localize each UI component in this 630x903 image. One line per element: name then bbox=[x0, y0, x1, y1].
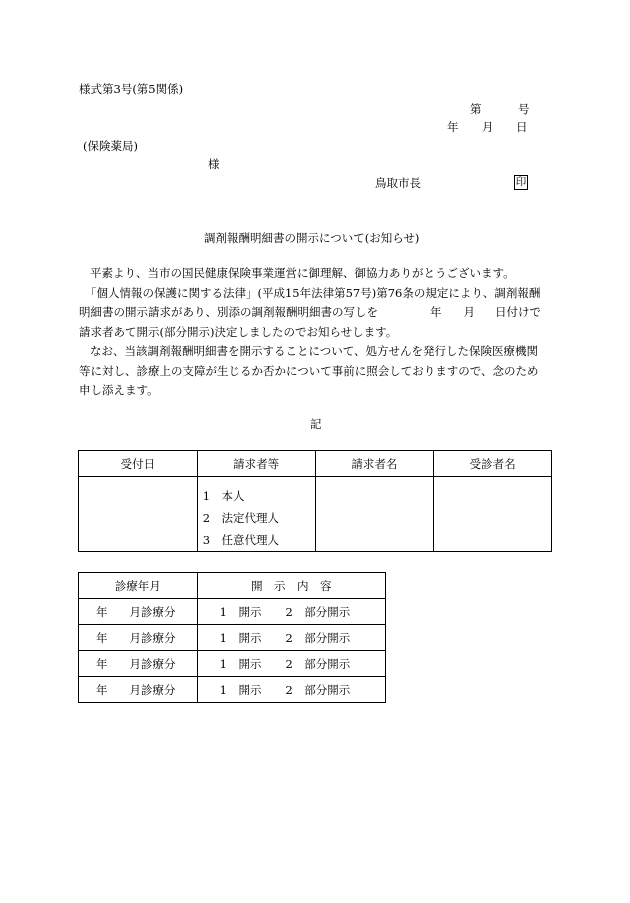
header-requester-type: 請求者等 bbox=[197, 451, 315, 477]
document-title: 調剤報酬明細書の開示について(お知らせ) bbox=[204, 231, 420, 245]
row-year: 年 bbox=[96, 682, 108, 697]
option-disclose[interactable]: 1 開示 bbox=[219, 682, 262, 697]
row-month: 月診療分 bbox=[129, 604, 176, 619]
disclosure-cell bbox=[197, 651, 385, 677]
cell-patient-name[interactable] bbox=[434, 477, 552, 552]
disclosure-cell bbox=[197, 625, 385, 651]
header-patient-name: 受診者名 bbox=[434, 451, 552, 477]
option-partial-disclose[interactable]: 2 部分開示 bbox=[285, 630, 351, 645]
option-partial-disclose[interactable]: 2 部分開示 bbox=[285, 656, 351, 671]
cell-requester-name[interactable] bbox=[315, 477, 434, 552]
sender-title: 鳥取市長 bbox=[375, 176, 421, 190]
treatment-month-cell bbox=[79, 651, 198, 677]
date-month: 月 bbox=[482, 120, 494, 134]
row-year: 年 bbox=[96, 630, 108, 645]
paragraph-3-line-2: 等に対し、診療上の支障が生じるか否かについて事前に照会しておりますので、念のため bbox=[79, 363, 539, 378]
option-self[interactable]: 1 本人 bbox=[202, 489, 245, 503]
option-disclose[interactable]: 1 開示 bbox=[219, 656, 262, 671]
header-requester-name: 請求者名 bbox=[315, 451, 434, 477]
option-voluntary-agent[interactable]: 3 任意代理人 bbox=[202, 533, 280, 547]
option-partial-disclose[interactable]: 2 部分開示 bbox=[285, 682, 351, 697]
row-month: 月診療分 bbox=[129, 656, 176, 671]
row-month: 月診療分 bbox=[129, 630, 176, 645]
row-year: 年 bbox=[96, 604, 108, 619]
treatment-month-cell bbox=[79, 625, 198, 651]
date-year: 年 bbox=[447, 120, 459, 134]
recipient-sama: 様 bbox=[208, 157, 220, 171]
disclosure-cell bbox=[197, 677, 385, 703]
option-disclose[interactable]: 1 開示 bbox=[219, 604, 262, 619]
option-partial-disclose[interactable]: 2 部分開示 bbox=[285, 604, 351, 619]
seal-mark: 印 bbox=[515, 176, 527, 188]
disclosure-table bbox=[78, 572, 386, 703]
p2-line2-month: 月 bbox=[463, 305, 475, 319]
header-reception-date: 受付日 bbox=[79, 451, 198, 477]
request-table bbox=[78, 450, 552, 552]
row-month: 月診療分 bbox=[129, 682, 176, 697]
request-table-row bbox=[79, 477, 552, 552]
table-row bbox=[79, 625, 386, 651]
treatment-month-cell bbox=[79, 599, 198, 625]
p2-line2-day: 日付けで bbox=[495, 305, 541, 319]
request-table-header bbox=[79, 451, 552, 477]
cell-requester-type bbox=[197, 477, 315, 552]
table-row bbox=[79, 651, 386, 677]
seal bbox=[514, 174, 528, 190]
option-legal-agent[interactable]: 2 法定代理人 bbox=[202, 511, 280, 525]
number-go: 号 bbox=[518, 102, 530, 116]
option-disclose[interactable]: 1 開示 bbox=[219, 630, 262, 645]
header-treatment-month: 診療年月 bbox=[79, 573, 198, 599]
paragraph-2-line-2 bbox=[79, 303, 551, 323]
paragraph-2-line-3: 請求者あて開示(部分開示)決定しましたのでお知らせします。 bbox=[79, 324, 398, 339]
table-row bbox=[79, 677, 386, 703]
table-row bbox=[79, 599, 386, 625]
p2-line2-text: 明細書の開示請求があり、別添の調剤報酬明細書の写しを bbox=[79, 305, 378, 319]
disclosure-table-header bbox=[79, 573, 386, 599]
row-year: 年 bbox=[96, 656, 108, 671]
paragraph-3-line-1: なお、当該調剤報酬明細書を開示することについて、処方せんを発行した保険医療機関 bbox=[90, 344, 539, 358]
disclosure-cell bbox=[197, 599, 385, 625]
date-day: 日 bbox=[516, 120, 528, 134]
recipient-org: (保険薬局) bbox=[83, 139, 138, 153]
paragraph-1: 平素より、当市の国民健康保険事業運営に御理解、御協力ありがとうございます。 bbox=[90, 266, 515, 280]
body-text bbox=[79, 264, 551, 401]
ki-label: 記 bbox=[310, 417, 322, 431]
form-label: 様式第3号(第5関係) bbox=[79, 82, 184, 96]
treatment-month-cell bbox=[79, 677, 198, 703]
paragraph-3-line-3: 申し添えます。 bbox=[79, 383, 159, 397]
paragraph-2-line-1: 「個人情報の保護に関する法律」(平成15年法律第57号)第76条の規定により、調剤報酬 bbox=[85, 285, 541, 300]
p2-line2-year: 年 bbox=[430, 305, 442, 319]
header-disclosure-content: 開 示 内 容 bbox=[197, 573, 385, 599]
number-dai: 第 bbox=[470, 102, 482, 116]
cell-reception-date[interactable] bbox=[79, 477, 198, 552]
